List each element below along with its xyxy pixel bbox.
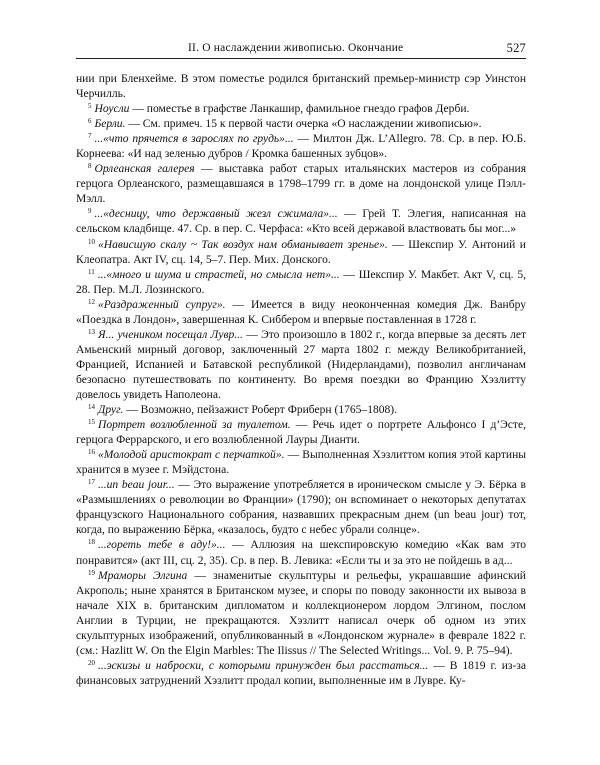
page-number: 527 [506, 41, 526, 55]
note-18 [76, 538, 526, 568]
note-text: — В 1819 г. из-за финансовых затруднений Хэзлитт продал копии, выполненные им в Лувре. Ку- [76, 659, 526, 687]
note-number: 7 [88, 132, 92, 141]
note-number: 20 [88, 658, 95, 667]
note-number: 9 [88, 207, 92, 216]
note-text: нии при Бленхейме. В этом поместье родился британский премьер-министр сэр Уинстон Черчилль. [76, 73, 526, 101]
note-continuation [76, 72, 526, 102]
running-head [76, 40, 526, 59]
note-lead: ...эскизы и наброски, с которыми принужден был расстаться... [98, 659, 429, 672]
note-lead: «Раздраженный супруг». [98, 298, 226, 311]
note-lead: ...«много и шума и страстей, но смысла нет»... [97, 268, 340, 281]
note-10 [76, 238, 526, 268]
notes-text [76, 72, 526, 689]
note-lead: ...гореть тебе в аду!»... [98, 539, 226, 552]
note-5 [76, 102, 526, 117]
note-number: 15 [88, 418, 95, 427]
note-text: — Шекспир У. Антоний и Клеопатра. Акт IV, сц. 14, 5–7. Пер. Мих. Донского. [76, 238, 526, 266]
note-text: — Имеется в виду неоконченная комедия Дж. Ванбру «Поездка в Лондон», завершенная К. Сиббером и впервые поставленная в 1728 г. [76, 298, 526, 326]
note-number: 18 [88, 538, 95, 547]
note-number: 14 [88, 403, 95, 412]
note-number: 19 [88, 568, 95, 577]
note-text: — Шекспир У. Макбет. Акт V, сц. 5, 28. Пер. М.Л. Лозинского. [76, 268, 526, 296]
note-lead: Орлеанская галерея [94, 163, 195, 176]
note-lead: ...«десницу, что державный жезл сжимала»... [94, 208, 338, 221]
note-lead: Я... учеником посещал Лувр... [98, 328, 243, 341]
note-lead: Мраморы Элгина [98, 569, 188, 582]
note-15 [76, 418, 526, 448]
note-number: 10 [88, 237, 95, 246]
note-number: 11 [88, 267, 95, 276]
note-number: 8 [88, 162, 92, 171]
note-20 [76, 659, 526, 689]
note-lead: Берли. [94, 118, 126, 131]
note-text: — Речь идет о портрете Альфонсо I д’Эсте, герцога Феррарского, и его возлюбленной Лауры Дианти. [76, 419, 526, 447]
note-text: — Аллюзия на шекспировскую комедию «Как вам это понравится» (акт III, сц. 2, 35). Ср. в пер. В. Левика: «Если ты и за это не пойдешь в ад... [76, 539, 526, 567]
note-16 [76, 448, 526, 478]
note-lead: Друг. [98, 404, 124, 417]
note-text: — поместье в графстве Ланкашир, фамильное гнездо графов Дерби. [129, 103, 470, 116]
note-lead: Ноусли [94, 103, 130, 116]
chapter-title: II. О наслаждении живописью. Окончание [188, 42, 404, 54]
note-number: 16 [88, 448, 95, 457]
note-7 [76, 132, 526, 162]
note-13 [76, 328, 526, 403]
note-text: — См. примеч. 15 к первой части очерка «О наслаждении живописью». [125, 118, 482, 131]
note-lead: «Нависшую скалу ~ Так воздух нам обманывает зренье». [98, 238, 388, 251]
note-text: — Возможно, пейзажист Роберт Фриберн (1765–1808). [123, 404, 398, 417]
note-text: — Это выражение употребляется в ироническом смысле у Э. Бёрка в «Размышлениях о революции во Франции» (1790); он вспоминает о некоторых депутатах французского Национального собрания, назвавших прекрасным днем (un beau jour) тот, когда, по выражению Бёрка, «казалось, будто с небес убрали солнце». [76, 479, 526, 537]
note-number: 5 [88, 102, 92, 111]
note-number: 13 [88, 327, 95, 336]
note-19 [76, 569, 526, 659]
book-page [76, 40, 526, 689]
note-text: — Выполненная Хэзлиттом копия этой картины хранится в музее г. Мэйдстона. [76, 449, 527, 477]
note-text: — Милтон Дж. L’Allegro. 78. Ср. в пер. Ю.Б. Корнеева: «И над зеленью дубров / Кромка башенных зубцов». [76, 133, 526, 161]
note-text: — Это произошло в 1802 г., когда впервые за десять лет Амьенский мирный договор, заключенный 27 марта 1802 г. между Великобританией, Францией, Испанией и Батавской республикой (Нидерландами), позволил англичанам безопасно путешествовать по континенту. Во время поездки во Францию Хэзлитту довелось увидеть Наполеона. [76, 328, 527, 401]
note-lead: Портрет возлюбленной за туалетом. [98, 419, 291, 432]
note-8 [76, 162, 526, 207]
note-text: — знаменитые скульптуры и рельефы, украшавшие афинский Акрополь; ныне хранятся в Британском музее, и споры по поводу законности их вывоза в начале XIX в. британским дипломатом и коллекционером лордом Элгином, послом Англии в Турции, не прекращаются. Хэзлитт написал очерк об одном из этих скульптурных изображений, опубликованный в «Лондонском журнале» в феврале 1822 г. (см.: Hazlitt W. On the Elgin Marbles: The Ilissus // The Selected Writings... Vol. 9. P. 75–94). [76, 569, 526, 657]
note-6 [76, 117, 526, 132]
note-number: 12 [88, 297, 95, 306]
note-lead: ...un beau jour... [98, 479, 175, 492]
note-14 [76, 403, 526, 418]
note-text: — Грей Т. Элегия, написанная на сельском кладбище. 47. Ср. в пер. С. Черфаса: «Кто всей державой властвовать бы мог...» [76, 208, 526, 236]
note-lead: ...«что прячется в зарослях по грудь»... [94, 133, 294, 146]
note-number: 6 [88, 117, 92, 126]
note-text: — выставка работ старых итальянских мастеров из собрания герцога Орлеанского, размещавшаяся в 1798–1799 гг. в доме на лондонской улице Пэлл-Мэлл. [76, 163, 527, 206]
note-12 [76, 298, 526, 328]
note-lead: «Молодой аристократ с перчаткой». [98, 449, 285, 462]
note-17 [76, 478, 526, 538]
note-9 [76, 207, 526, 237]
note-number: 17 [88, 478, 95, 487]
note-11 [76, 268, 526, 298]
